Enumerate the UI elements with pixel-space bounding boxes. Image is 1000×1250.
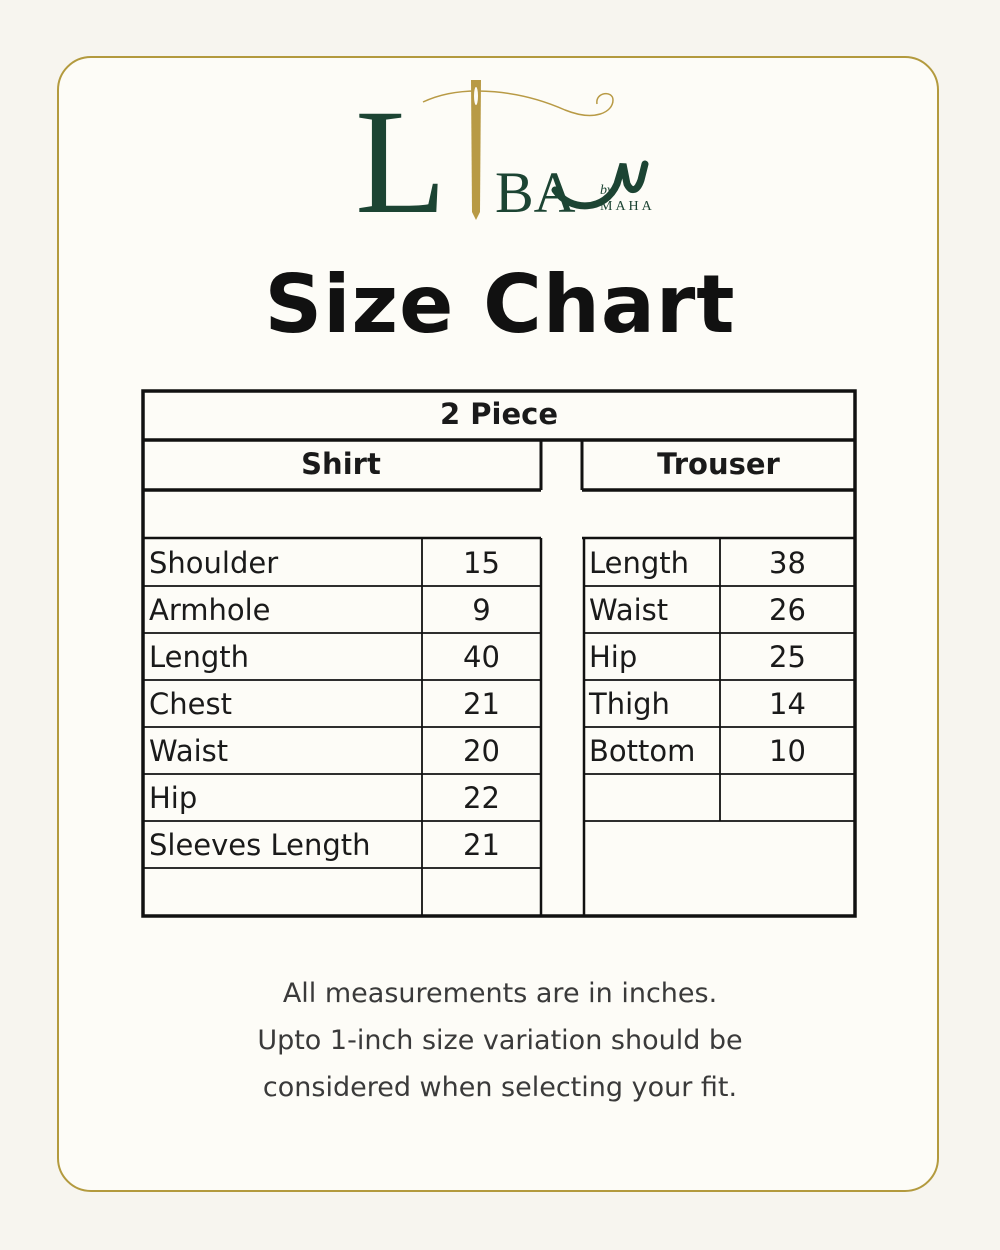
trouser-row-label: Hip xyxy=(589,640,638,674)
trouser-row-label: Waist xyxy=(589,593,669,627)
trouser-row-value: 14 xyxy=(769,687,806,721)
shirt-row-value: 9 xyxy=(472,593,491,627)
shirt-row-label: Sleeves Length xyxy=(149,828,371,862)
trouser-row-value: 10 xyxy=(769,734,806,768)
note-line-1: All measurements are in inches. xyxy=(282,978,718,1009)
logo-sub-text: MAHA xyxy=(600,199,655,214)
logo-letter-l: L xyxy=(355,79,447,222)
shirt-row-label: Hip xyxy=(149,781,198,815)
trouser-row-label: Length xyxy=(589,546,690,580)
trouser-row-label: Thigh xyxy=(589,687,670,721)
shirt-row-value: 15 xyxy=(463,546,500,580)
trouser-header: Trouser xyxy=(657,447,780,481)
brand-logo xyxy=(355,72,665,222)
logo-graphic xyxy=(355,72,665,222)
trouser-row-label: Bottom xyxy=(589,734,696,768)
measurement-note xyxy=(0,970,1000,1111)
logo-letters-ba: BA xyxy=(495,160,576,222)
trouser-row-value: 25 xyxy=(769,640,806,674)
page-title: Size Chart xyxy=(264,258,736,351)
note-line-3: considered when selecting your fit. xyxy=(262,1072,738,1103)
shirt-row-value: 40 xyxy=(463,640,500,674)
shirt-row-label: Shoulder xyxy=(149,546,279,580)
shirt-row-value: 20 xyxy=(463,734,500,768)
size-chart-table xyxy=(141,389,857,918)
trouser-row-value: 26 xyxy=(769,593,806,627)
logo-thread xyxy=(423,91,613,115)
shirt-row-value: 21 xyxy=(463,687,500,721)
logo-by-text: by xyxy=(600,183,614,198)
shirt-row-label: Waist xyxy=(149,734,229,768)
shirt-row-label: Chest xyxy=(149,687,232,721)
shirt-row-value: 21 xyxy=(463,828,500,862)
shirt-row-label: Armhole xyxy=(149,593,271,627)
note-line-2: Upto 1-inch size variation should be xyxy=(257,1025,743,1056)
shirt-header: Shirt xyxy=(301,447,381,481)
shirt-row-label: Length xyxy=(149,640,250,674)
shirt-row-value: 22 xyxy=(463,781,500,815)
table-header-2-piece: 2 Piece xyxy=(440,397,558,431)
trouser-row-value: 38 xyxy=(769,546,806,580)
